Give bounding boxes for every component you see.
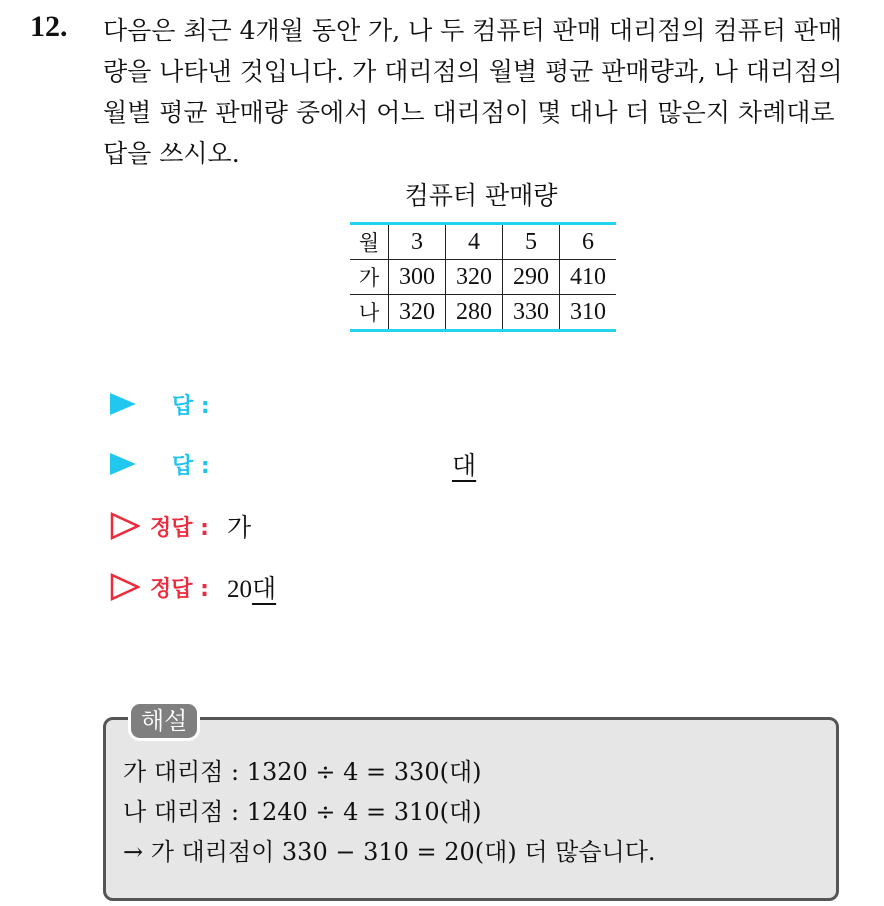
table-row-label: 가 [358, 266, 380, 290]
table-cell: 320 [446, 260, 503, 295]
correct-value: 가 [226, 513, 252, 542]
question-number: 12. [30, 10, 68, 43]
table-row [350, 260, 616, 295]
question-line: 량을 나타낸 것입니다. 가 대리점의 월별 평균 판매량과, 나 대리점의 [103, 57, 843, 86]
correct-answer-1 [110, 506, 251, 546]
table-row [350, 295, 616, 331]
table-header-row [350, 224, 616, 260]
table-header-cell: 월 [358, 231, 380, 255]
question-line: 월별 평균 판매량 중에서 어느 대리점이 몇 대나 더 많은지 차례대로 [103, 98, 835, 127]
table-cell: 320 [389, 295, 446, 331]
table-header-cell: 3 [389, 224, 446, 260]
play-triangle-icon [110, 393, 136, 415]
explanation-line: → 가 대리점이 330 − 310 = 20(대) 더 많습니다. [123, 838, 656, 866]
answer-label: 답 : [172, 393, 210, 419]
correct-value [227, 569, 276, 605]
outline-triangle-icon [110, 573, 140, 601]
table-cell: 300 [389, 260, 446, 295]
correct-label: 정답 : [150, 576, 209, 602]
question-text [103, 10, 873, 174]
table-cell: 330 [503, 295, 560, 331]
table-cell: 290 [503, 260, 560, 295]
correct-unit: 대 [251, 574, 277, 603]
correct-answer-2 [110, 567, 276, 607]
answer-unit: 대 [452, 451, 477, 480]
table-title: 컴퓨터 판매량 [404, 181, 558, 210]
table-header-cell: 4 [446, 224, 503, 260]
correct-number: 20 [226, 576, 252, 603]
table-cell: 410 [560, 260, 617, 295]
question-line: 답을 쓰시오. [103, 139, 240, 168]
explanation-line: 나 대리점 : 1240 ÷ 4 = 310(대) [123, 798, 482, 826]
explanation-tag: 해설 [128, 701, 200, 741]
correct-label: 정답 : [150, 515, 209, 541]
answer-line-1 [110, 384, 210, 424]
table-header-cell: 6 [560, 224, 617, 260]
table-cell: 310 [560, 295, 617, 331]
answer-label: 답 : [172, 453, 210, 479]
sales-table [350, 222, 616, 332]
explanation-text [123, 752, 656, 872]
table-cell: 280 [446, 295, 503, 331]
question-line: 다음은 최근 4개월 동안 가, 나 두 컴퓨터 판매 대리점의 컴퓨터 판매 [103, 16, 843, 45]
answer-line-2 [110, 444, 210, 484]
outline-triangle-icon [110, 512, 140, 540]
table-header-cell: 5 [503, 224, 560, 260]
explanation-line: 가 대리점 : 1320 ÷ 4 = 330(대) [123, 758, 482, 786]
play-triangle-icon [110, 453, 136, 475]
table-row-label: 나 [358, 301, 380, 325]
